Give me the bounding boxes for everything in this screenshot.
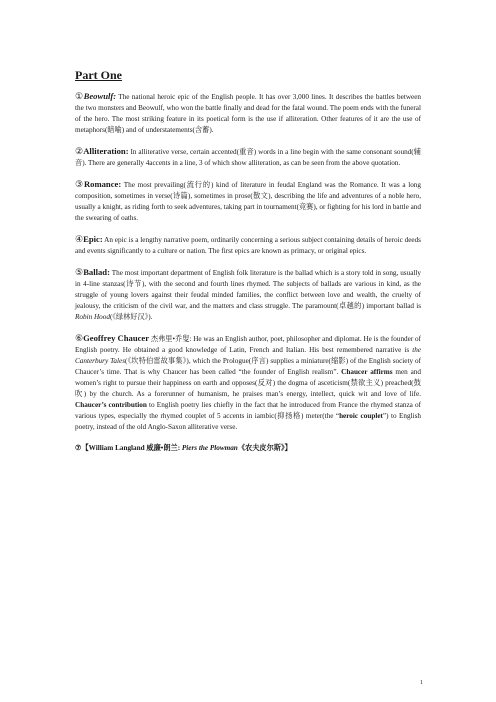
bold-phrase: heroic couplet — [339, 412, 383, 420]
entry-term-cn: 杰弗里•乔叟: — [149, 335, 192, 343]
entry-romance — [75, 179, 421, 224]
document-page — [75, 68, 421, 454]
bold-phrase: Chaucer’s contribution — [75, 401, 147, 409]
work-title: Piers the Plowman — [181, 444, 238, 452]
entry-number: ⑥ — [75, 333, 84, 343]
part-title: Part One — [75, 68, 122, 82]
entry-text: (《绿林好汉》). — [109, 313, 153, 321]
entry-term: Beowulf: — [83, 91, 117, 101]
entry-text: men and women’s right to pursue their happiness on earth and opposes(反对) the dogma of asceticism(禁欲主义) preached(鼓吹) by the church. As a forerunner of humanism, he praises man’s energy, intellect, quick wit and love of life. — [75, 368, 421, 398]
entry-alliteration — [75, 146, 421, 169]
entry-epic — [75, 234, 421, 257]
work-title: the Canterbury Tales — [75, 346, 421, 365]
entry-text: (《坎特伯雷故事集》), which the Prologue(序言) supplies a miniature(缩影) of the English society of Chaucer’s time. That is why Chaucer has been called “the founder of English realism”. — [75, 357, 421, 376]
entry-text: to English poetry lies chiefly in the fact that he introduced from France the rhymed stanza of various types, especially the rhymed couplet of 5 accents in iambic(抑扬格) meter(the “ — [75, 401, 422, 420]
entry-term: Geoffrey Chaucer — [83, 333, 150, 343]
entry-text: 《农夫皮尔斯》】 — [237, 444, 292, 452]
ballad-title: Robin Hood — [75, 313, 110, 321]
entry-number: ② — [75, 146, 84, 156]
entry-text: In alliterative verse, certain accented(重音) words in a line begin with the same consonant sound(辅音). There are generally 4accents in a line, 3 of which show alliteration, as can be seen from the above quotation. — [75, 148, 421, 167]
bold-phrase: Chaucer affirms — [341, 368, 393, 376]
entry-term: Alliteration: — [83, 146, 129, 156]
entry-term: Epic: — [83, 234, 103, 244]
entry-chaucer — [75, 333, 421, 433]
entry-text: An epic is a lengthy narrative poem, ordinarily concerning a serious subject containing details of heroic deeds and events significantly to a culture or nation. The first epics are known as primacy, or original epics. — [75, 236, 421, 255]
page-number: 1 — [420, 680, 423, 686]
entry-text: He was an English author, poet, philosopher and diplomat. He is the founder of English poetry. He obtained a good knowledge of Latin, French and Italian. His best remembered narrative is — [75, 335, 422, 354]
entry-text: The national heroic epic of the English people. It has over 3,000 lines. It describes the battles between the two monsters and Beowulf, who won the battle finally and dead for the fatal wound. The poem ends with the funeral of the hero. The most striking feature in its poetical form is the use if alliteration. Other features of it are the use of metaphors(暗喻) and of understatements(含蓄). — [75, 93, 421, 134]
entry-number: ⑦ — [75, 444, 82, 452]
entry-langland — [75, 443, 421, 454]
entry-number: ① — [75, 91, 84, 101]
entry-text: The most prevailing(流行的) kind of literature in feudal England was the Romance. It was a long composition, sometimes in verse(诗篇), sometimes in prose(散文), describing the life and adventures of a noble hero, usually a knight, as riding forth to seek adventures, taking part in tournament(竞赛), or fighting for his lord in battle and the swearing of oaths. — [75, 181, 421, 222]
entry-text: The most important department of English folk literature is the ballad which is a story told in song, usually in 4-line stanzas(诗节), with the second and fourth lines rhymed. The subjects of ballads are various in kind, as the struggle of young lovers against their feudal minded families, the conflict between love and wealth, the cruelty of jealousy, the criticism of the civil war, and the matters and class struggle. The paramount(卓越的) important ballad is — [75, 269, 421, 310]
entry-text: ”) to English poetry, instead of the old Anglo-Saxon alliterative verse. — [75, 412, 421, 431]
entry-term: Ballad: — [83, 267, 110, 277]
entry-ballad — [75, 267, 421, 323]
entry-number: ④ — [75, 234, 84, 244]
entry-term: Romance: — [83, 179, 122, 189]
entry-number: ③ — [75, 179, 84, 189]
entry-number: ⑤ — [75, 267, 84, 277]
entry-beowulf — [75, 91, 421, 136]
entry-text: 【William Langland 威廉•朗兰: — [81, 444, 182, 452]
